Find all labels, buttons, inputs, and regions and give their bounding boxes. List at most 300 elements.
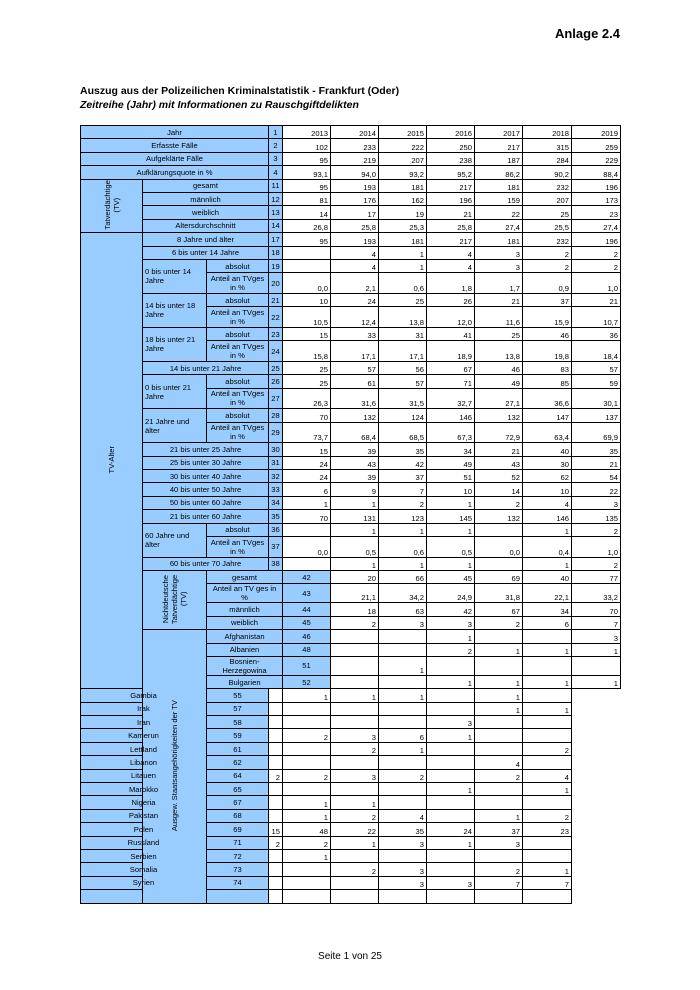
value-cell: 25 — [523, 206, 572, 219]
value-cell: 3 — [379, 836, 427, 849]
value-cell: 3 — [475, 246, 523, 259]
row-number: 43 — [283, 584, 331, 603]
table-row — [81, 630, 621, 643]
value-cell: 93,1 — [283, 166, 331, 179]
group-label: 18 bis unter 21 Jahre — [143, 327, 207, 361]
value-cell — [475, 783, 523, 796]
table-row — [81, 152, 621, 165]
value-cell: 4 — [379, 809, 427, 822]
value-cell: 15,9 — [523, 307, 572, 328]
table-row — [81, 483, 621, 496]
value-cell: 33,2 — [572, 584, 621, 603]
value-cell: 37 — [475, 823, 523, 836]
attachment-label: Anlage 2.4 — [554, 26, 620, 41]
row-label: Syrien — [81, 876, 207, 889]
value-cell: 77 — [572, 570, 621, 583]
value-cell: 2 — [523, 742, 572, 755]
value-cell: 15 — [283, 443, 331, 456]
value-cell: 1 — [283, 496, 331, 509]
value-cell — [427, 890, 475, 903]
row-number: 65 — [207, 783, 269, 796]
value-cell — [475, 729, 523, 742]
value-cell — [269, 863, 283, 876]
value-cell: 1 — [379, 742, 427, 755]
table-row — [81, 219, 621, 232]
table-row — [81, 849, 621, 862]
value-cell: 1 — [523, 523, 572, 536]
value-cell: 2 — [475, 769, 523, 782]
row-label: Gambia — [81, 689, 207, 702]
row-label: Anteil an TVges in % — [207, 273, 269, 294]
value-cell: 3 — [379, 863, 427, 876]
value-cell: 2 — [283, 769, 331, 782]
row-label: Kamerun — [81, 729, 207, 742]
value-cell: 21 — [572, 456, 621, 469]
value-cell: 70 — [283, 510, 331, 523]
value-cell: 7 — [523, 876, 572, 889]
value-cell: 25,8 — [427, 219, 475, 232]
row-number: 36 — [269, 523, 283, 536]
row-number: 20 — [269, 273, 283, 294]
value-cell: 1 — [475, 643, 523, 656]
table-row — [81, 443, 621, 456]
value-cell: 0,4 — [523, 536, 572, 557]
value-cell: 67 — [427, 361, 475, 374]
value-cell: 232 — [523, 179, 572, 192]
row-label: 21 bis unter 60 Jahre — [143, 510, 269, 523]
row-label: Marokko — [81, 783, 207, 796]
value-cell — [427, 809, 475, 822]
value-cell: 196 — [427, 192, 475, 205]
value-cell: 73,7 — [283, 422, 331, 443]
table-row — [81, 570, 621, 583]
value-cell: 62 — [523, 470, 572, 483]
value-cell — [379, 849, 427, 862]
value-cell — [283, 702, 331, 715]
value-cell — [572, 656, 621, 675]
value-cell: 2017 — [475, 126, 523, 139]
value-cell: 17,1 — [331, 341, 379, 362]
value-cell: 23 — [523, 823, 572, 836]
group-label: 0 bis unter 14 Jahre — [143, 259, 207, 293]
value-cell — [331, 849, 379, 862]
value-cell: 1 — [283, 796, 331, 809]
value-cell: 34 — [523, 603, 572, 616]
value-cell: 37 — [379, 470, 427, 483]
value-cell: 33 — [331, 327, 379, 340]
row-number: 72 — [207, 849, 269, 862]
table-row — [81, 166, 621, 179]
value-cell: 196 — [572, 179, 621, 192]
value-cell: 4 — [523, 496, 572, 509]
row-label: Somalia — [81, 863, 207, 876]
value-cell: 43 — [331, 456, 379, 469]
value-cell: 15,8 — [283, 341, 331, 362]
document-title: Auszug aus der Polizeilichen Kriminalstatistik - Frankfurt (Oder) — [80, 85, 400, 97]
value-cell: 95 — [283, 152, 331, 165]
value-cell: 6 — [523, 616, 572, 629]
value-cell: 63,4 — [523, 422, 572, 443]
row-label: Bulgarien — [207, 675, 283, 688]
value-cell: 15 — [283, 327, 331, 340]
value-cell: 69 — [475, 570, 523, 583]
row-number: 1 — [269, 126, 283, 139]
value-cell: 21,1 — [331, 584, 379, 603]
value-cell: 45 — [427, 570, 475, 583]
value-cell: 12,4 — [331, 307, 379, 328]
value-cell: 63 — [379, 603, 427, 616]
value-cell: 3 — [379, 876, 427, 889]
value-cell: 2019 — [572, 126, 621, 139]
value-cell: 193 — [331, 179, 379, 192]
value-cell: 71 — [427, 375, 475, 388]
value-cell — [269, 702, 283, 715]
value-cell: 3 — [572, 630, 621, 643]
row-number: 12 — [269, 192, 283, 205]
row-label: absolut — [207, 523, 269, 536]
value-cell: 4 — [427, 246, 475, 259]
value-cell — [269, 689, 283, 702]
row-number: 27 — [269, 388, 283, 409]
row-number: 25 — [269, 361, 283, 374]
value-cell: 146 — [523, 510, 572, 523]
value-cell: 56 — [379, 361, 427, 374]
value-cell: 3 — [379, 616, 427, 629]
value-cell: 24 — [427, 823, 475, 836]
value-cell: 1 — [523, 557, 572, 570]
value-cell: 193 — [331, 233, 379, 246]
value-cell: 25 — [283, 361, 331, 374]
value-cell — [269, 742, 283, 755]
row-number: 67 — [207, 796, 269, 809]
row-number: 33 — [269, 483, 283, 496]
row-label: 14 bis unter 21 Jahre — [143, 361, 269, 374]
value-cell — [379, 702, 427, 715]
value-cell: 4 — [523, 769, 572, 782]
value-cell: 57 — [331, 361, 379, 374]
row-label: Serbien — [81, 849, 207, 862]
value-cell: 176 — [331, 192, 379, 205]
table-row — [81, 179, 621, 192]
value-cell: 31 — [379, 327, 427, 340]
value-cell — [331, 716, 379, 729]
table-row — [81, 876, 621, 889]
value-cell — [379, 630, 427, 643]
value-cell: 238 — [427, 152, 475, 165]
row-label — [81, 890, 207, 903]
value-cell: 229 — [572, 152, 621, 165]
table-row — [81, 409, 621, 422]
value-cell — [331, 876, 379, 889]
value-cell: 21 — [475, 443, 523, 456]
value-cell: 2 — [331, 863, 379, 876]
row-label: Aufklärungsquote in % — [81, 166, 269, 179]
value-cell: 95 — [283, 233, 331, 246]
value-cell: 2 — [379, 769, 427, 782]
value-cell: 181 — [379, 233, 427, 246]
value-cell: 250 — [427, 139, 475, 152]
row-label: Polen — [81, 823, 207, 836]
value-cell: 1,8 — [427, 273, 475, 294]
row-number: 4 — [269, 166, 283, 179]
value-cell — [283, 259, 331, 272]
row-label: männlich — [207, 603, 283, 616]
row-number: 51 — [283, 656, 331, 675]
value-cell — [523, 630, 572, 643]
value-cell: 13,8 — [379, 307, 427, 328]
value-cell: 1 — [331, 836, 379, 849]
value-cell: 21 — [475, 293, 523, 306]
row-number: 2 — [269, 139, 283, 152]
row-number: 11 — [269, 179, 283, 192]
row-label: Bosnien-Herzegowina — [207, 656, 283, 675]
value-cell: 2 — [283, 729, 331, 742]
value-cell: 30,1 — [572, 388, 621, 409]
row-label: Anteil an TVges in % — [207, 388, 269, 409]
value-cell: 259 — [572, 139, 621, 152]
value-cell: 10,7 — [572, 307, 621, 328]
value-cell: 0,0 — [283, 536, 331, 557]
table-row — [81, 293, 621, 306]
value-cell — [283, 876, 331, 889]
value-cell: 14 — [475, 483, 523, 496]
value-cell: 2014 — [331, 126, 379, 139]
value-cell: 10 — [523, 483, 572, 496]
value-cell: 36 — [572, 327, 621, 340]
group-label: 60 Jahre und älter — [143, 523, 207, 557]
value-cell — [523, 689, 572, 702]
value-cell — [475, 716, 523, 729]
value-cell: 25,3 — [379, 219, 427, 232]
value-cell: 10 — [283, 293, 331, 306]
value-cell: 1 — [523, 783, 572, 796]
value-cell: 146 — [427, 409, 475, 422]
value-cell: 1 — [427, 675, 475, 688]
value-cell — [523, 796, 572, 809]
value-cell — [379, 675, 427, 688]
row-number: 44 — [283, 603, 331, 616]
value-cell: 1 — [283, 809, 331, 822]
value-cell: 0,6 — [379, 273, 427, 294]
value-cell: 1 — [523, 643, 572, 656]
table-row — [81, 327, 621, 340]
value-cell: 1 — [523, 702, 572, 715]
value-cell: 19 — [379, 206, 427, 219]
value-cell: 48 — [283, 823, 331, 836]
row-label: 50 bis unter 60 Jahre — [143, 496, 269, 509]
value-cell: 0,5 — [427, 536, 475, 557]
value-cell: 1 — [379, 246, 427, 259]
value-cell — [331, 630, 379, 643]
value-cell: 41 — [427, 327, 475, 340]
value-cell: 2 — [475, 496, 523, 509]
value-cell — [475, 890, 523, 903]
table-row — [81, 823, 621, 836]
value-cell — [269, 890, 283, 903]
value-cell: 1,7 — [475, 273, 523, 294]
value-cell: 11,6 — [475, 307, 523, 328]
value-cell: 13,8 — [475, 341, 523, 362]
row-number: 62 — [207, 756, 269, 769]
value-cell — [269, 796, 283, 809]
value-cell — [331, 756, 379, 769]
value-cell: 2 — [269, 836, 283, 849]
value-cell: 70 — [283, 409, 331, 422]
value-cell: 68,5 — [379, 422, 427, 443]
table-row — [81, 689, 621, 702]
value-cell — [523, 729, 572, 742]
value-cell: 4 — [427, 259, 475, 272]
value-cell: 46 — [475, 361, 523, 374]
value-cell: 1 — [379, 656, 427, 675]
row-label: Jahr — [81, 126, 269, 139]
value-cell: 31,5 — [379, 388, 427, 409]
value-cell — [523, 756, 572, 769]
row-number: 26 — [269, 375, 283, 388]
row-label: absolut — [207, 327, 269, 340]
value-cell: 31,6 — [331, 388, 379, 409]
value-cell: 6 — [379, 729, 427, 742]
value-cell — [283, 716, 331, 729]
value-cell: 217 — [427, 233, 475, 246]
row-label: männlich — [143, 192, 269, 205]
value-cell: 18 — [331, 603, 379, 616]
value-cell: 0,0 — [475, 536, 523, 557]
value-cell: 159 — [475, 192, 523, 205]
row-number: 14 — [269, 219, 283, 232]
row-label: Lettland — [81, 742, 207, 755]
value-cell — [427, 863, 475, 876]
table-row — [81, 510, 621, 523]
value-cell: 132 — [475, 510, 523, 523]
value-cell: 31,8 — [475, 584, 523, 603]
value-cell: 3 — [572, 496, 621, 509]
value-cell: 0,6 — [379, 536, 427, 557]
value-cell: 42 — [379, 456, 427, 469]
row-number: 21 — [269, 293, 283, 306]
value-cell: 1 — [379, 689, 427, 702]
value-cell: 24,9 — [427, 584, 475, 603]
value-cell: 69,9 — [572, 422, 621, 443]
value-cell: 147 — [523, 409, 572, 422]
value-cell: 1 — [475, 809, 523, 822]
value-cell: 35 — [379, 443, 427, 456]
row-label: Anteil an TVges in % — [207, 341, 269, 362]
row-number: 69 — [207, 823, 269, 836]
document-subtitle: Zeitreihe (Jahr) mit Informationen zu Rauschgiftdelikten — [80, 99, 359, 111]
row-label: absolut — [207, 409, 269, 422]
value-cell: 25 — [283, 375, 331, 388]
row-number: 34 — [269, 496, 283, 509]
value-cell: 2,1 — [331, 273, 379, 294]
value-cell: 2018 — [523, 126, 572, 139]
value-cell — [269, 756, 283, 769]
row-label: Libanon — [81, 756, 207, 769]
table-row — [81, 863, 621, 876]
value-cell: 22 — [572, 483, 621, 496]
value-cell: 22,1 — [523, 584, 572, 603]
value-cell: 40 — [523, 443, 572, 456]
group-label: 0 bis unter 21 Jahre — [143, 375, 207, 409]
value-cell — [427, 656, 475, 675]
value-cell: 10 — [427, 483, 475, 496]
value-cell: 34 — [427, 443, 475, 456]
row-label: 6 bis unter 14 Jahre — [143, 246, 269, 259]
value-cell: 1,0 — [572, 536, 621, 557]
value-cell: 90,2 — [523, 166, 572, 179]
value-cell — [269, 849, 283, 862]
value-cell: 26,3 — [283, 388, 331, 409]
value-cell — [475, 523, 523, 536]
row-number: 52 — [283, 675, 331, 688]
value-cell — [427, 769, 475, 782]
value-cell: 26 — [427, 293, 475, 306]
value-cell — [427, 756, 475, 769]
value-cell: 2 — [283, 836, 331, 849]
value-cell: 18,4 — [572, 341, 621, 362]
row-label: gesamt — [207, 570, 283, 583]
row-label: 21 bis unter 25 Jahre — [143, 443, 269, 456]
value-cell: 66 — [379, 570, 427, 583]
row-label: Anteil an TVges in % — [207, 536, 269, 557]
table-row — [81, 259, 621, 272]
value-cell: 67 — [475, 603, 523, 616]
value-cell: 2015 — [379, 126, 427, 139]
value-cell: 3 — [331, 729, 379, 742]
value-cell: 19,8 — [523, 341, 572, 362]
group-label: 21 Jahre und älter — [143, 409, 207, 443]
row-number: 42 — [283, 570, 331, 583]
table-row — [81, 246, 621, 259]
value-cell: 3 — [427, 616, 475, 629]
table-row — [81, 523, 621, 536]
value-cell: 0,5 — [331, 536, 379, 557]
value-cell: 1 — [475, 675, 523, 688]
value-cell — [427, 849, 475, 862]
value-cell — [475, 630, 523, 643]
row-label: 30 bis unter 40 Jahre — [143, 470, 269, 483]
section-label-text: Nichtdeutsche Tatverdächtige (TV) — [161, 574, 188, 624]
value-cell: 6 — [283, 483, 331, 496]
value-cell: 219 — [331, 152, 379, 165]
row-number: 57 — [207, 702, 269, 715]
table-row — [81, 470, 621, 483]
value-cell: 40 — [523, 570, 572, 583]
table-row — [81, 206, 621, 219]
value-cell — [331, 643, 379, 656]
value-cell: 173 — [572, 192, 621, 205]
value-cell: 1 — [283, 849, 331, 862]
value-cell: 21 — [427, 206, 475, 219]
value-cell: 2 — [572, 259, 621, 272]
row-label: Afghanistan — [207, 630, 283, 643]
row-label: Anteil an TV ges in % — [207, 584, 283, 603]
row-number: 24 — [269, 341, 283, 362]
value-cell: 1 — [475, 689, 523, 702]
value-cell: 217 — [475, 139, 523, 152]
row-label: gesamt — [143, 179, 269, 192]
row-number: 17 — [269, 233, 283, 246]
value-cell: 207 — [379, 152, 427, 165]
value-cell: 51 — [427, 470, 475, 483]
value-cell: 27,4 — [572, 219, 621, 232]
row-number: 37 — [269, 536, 283, 557]
value-cell — [269, 729, 283, 742]
value-cell: 132 — [331, 409, 379, 422]
row-label: 60 bis unter 70 Jahre — [143, 557, 269, 570]
row-label: 40 bis unter 50 Jahre — [143, 483, 269, 496]
row-number: 22 — [269, 307, 283, 328]
